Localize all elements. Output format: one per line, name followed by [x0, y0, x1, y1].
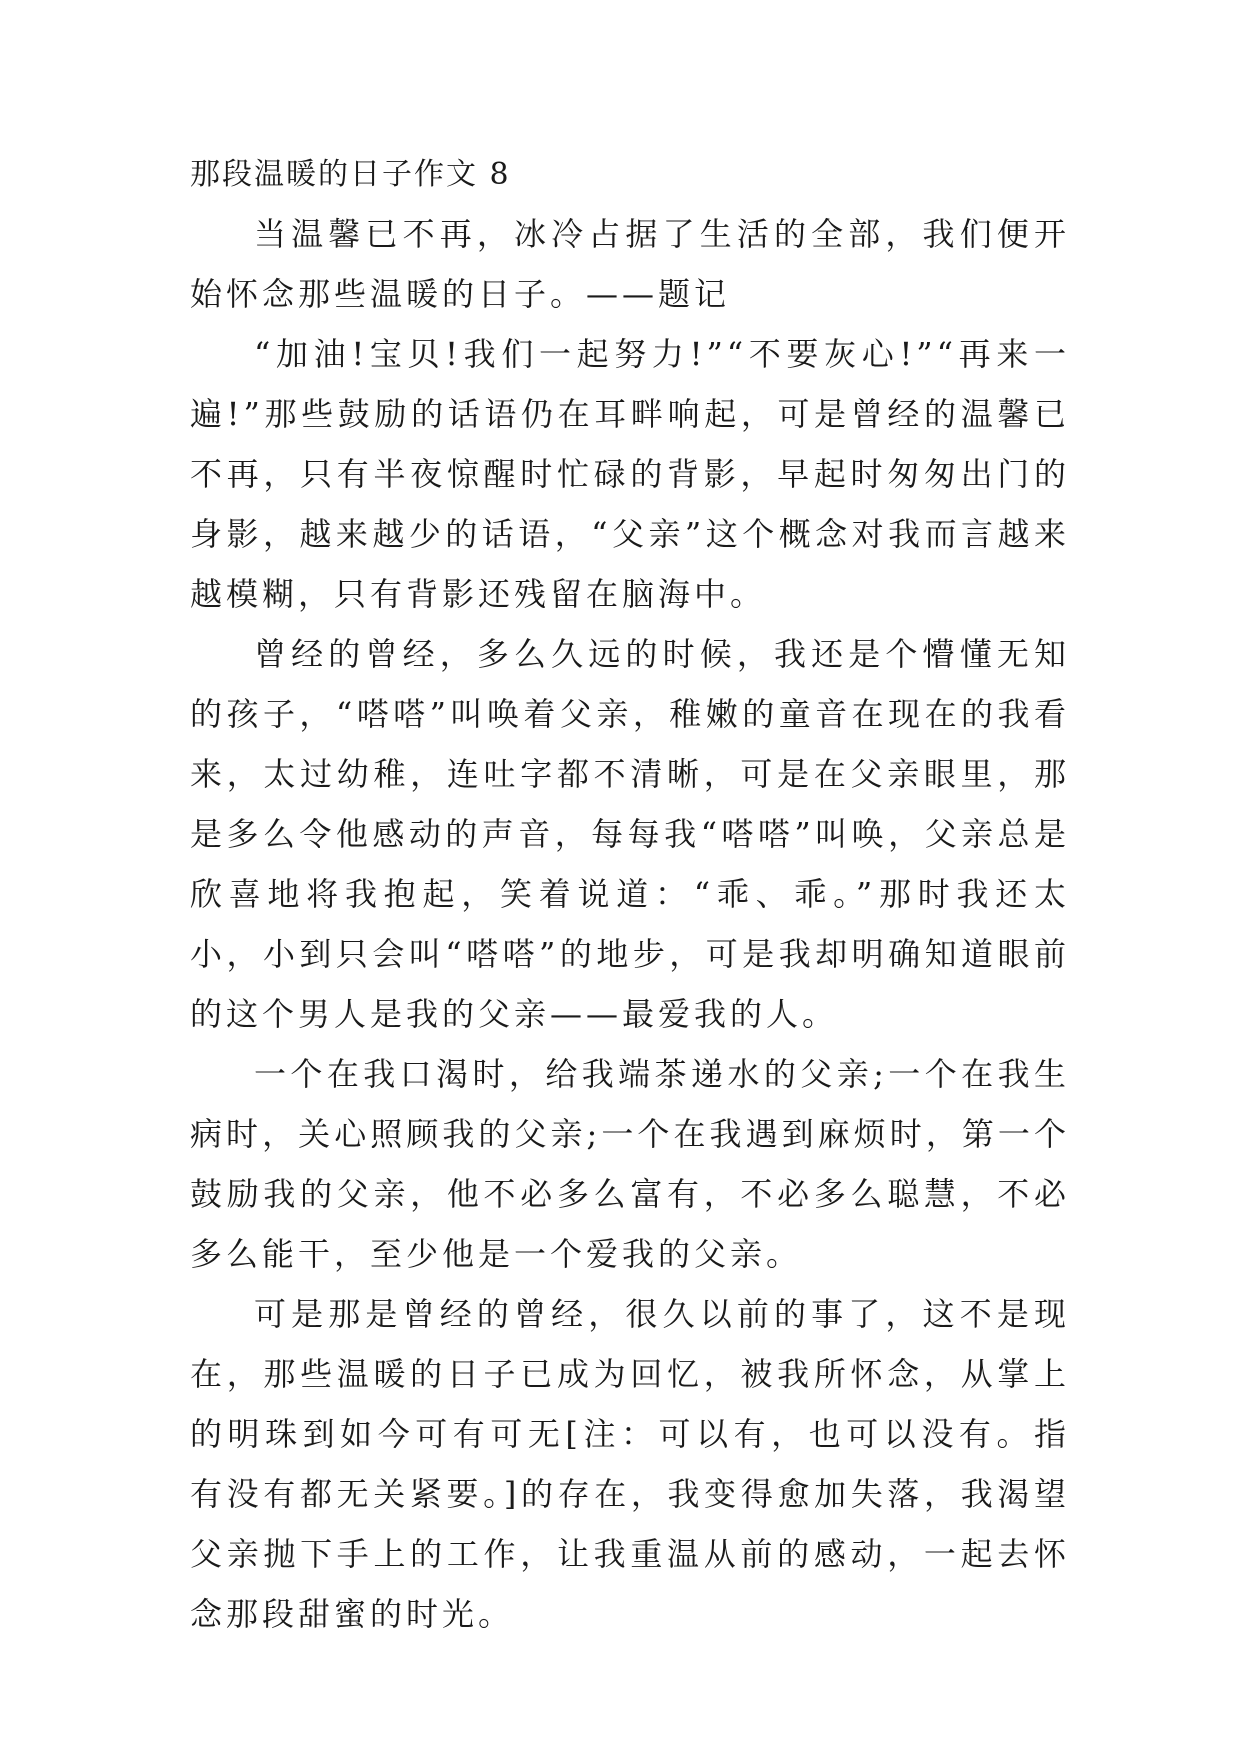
document-body	[190, 146, 1070, 1644]
paragraph-father-care: 一个在我口渴时，给我端茶递水的父亲;一个在我生病时，关心照顾我的父亲;一个在我遇到麻烦时，第一个鼓励我的父亲，他不必多么富有，不必多么聪慧，不必多么能干，至少他是一个爱我的父亲。	[190, 1055, 1070, 1273]
paragraph-longing: 可是那是曾经的曾经，很久以前的事了，这不是现在，那些温暖的日子已成为回忆，被我所怀念，从掌上的明珠到如今可有可无[注：可以有，也可以没有。指有没有都无关紧要。]的存在，我变得愈加失落，我渴望父亲抛下手上的工作，让我重温从前的感动，一起去怀念那段甜蜜的时光。	[190, 1295, 1070, 1633]
document-title: 那段温暖的日子作文 8	[190, 157, 511, 192]
paragraph-epigraph: 当温馨已不再，冰冷占据了生活的全部，我们便开始怀念那些温暖的日子。——题记	[190, 215, 1070, 313]
paragraph-childhood: 曾经的曾经，多么久远的时候，我还是个懵懂无知的孩子，“嗒嗒”叫唤着父亲，稚嫩的童音在现在的我看来，太过幼稚，连吐字都不清晰，可是在父亲眼里，那是多么令他感动的声音，每每我“嗒嗒”叫唤，父亲总是欣喜地将我抱起，笑着说道：“乖、乖。”那时我还太小，小到只会叫“嗒嗒”的地步，可是我却明确知道眼前的这个男人是我的父亲——最爱我的人。	[190, 635, 1070, 1033]
paragraph-encouragement: “加油!宝贝!我们一起努力!”“不要灰心!”“再来一遍!”那些鼓励的话语仍在耳畔响起，可是曾经的温馨已不再，只有半夜惊醒时忙碌的背影，早起时匆匆出门的身影，越来越少的话语，“父亲”这个概念对我而言越来越模糊，只有背影还残留在脑海中。	[190, 335, 1070, 613]
